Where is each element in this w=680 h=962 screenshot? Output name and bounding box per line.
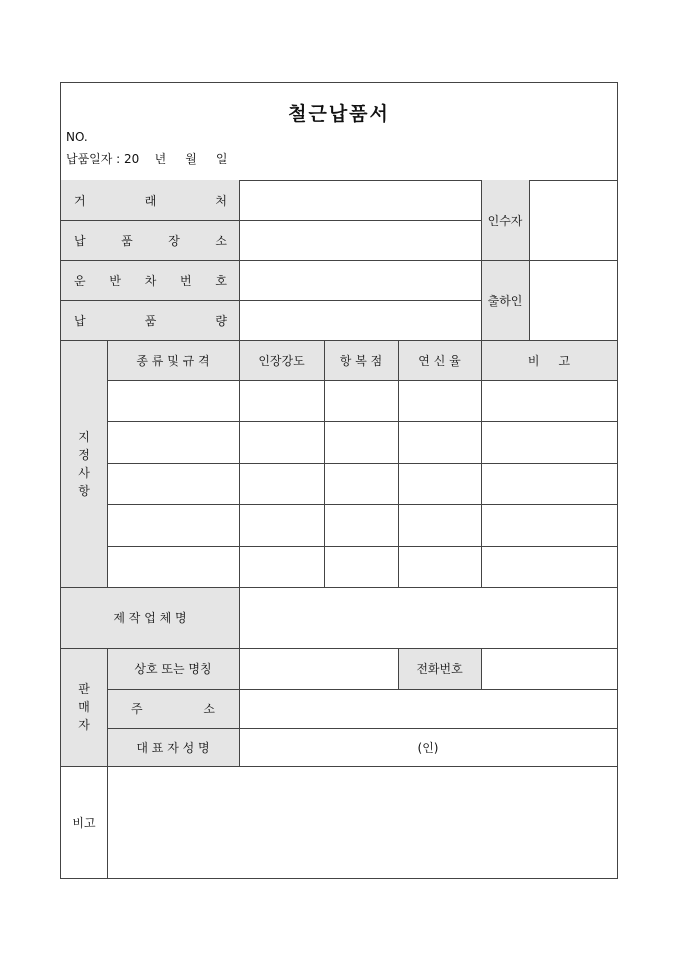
grid-line: [61, 587, 617, 588]
shipper-label: 출하인: [481, 260, 529, 340]
spec-header-elongation: 연 신 율: [398, 340, 481, 380]
delivery-form: [60, 82, 618, 879]
grid-line: [61, 340, 617, 341]
client-label: 거 래 처: [61, 180, 239, 220]
table-row[interactable]: [107, 421, 617, 463]
seller-name-field[interactable]: [239, 648, 398, 689]
delivery-quantity-label: 납 품 량: [61, 300, 239, 340]
grid-line: [107, 546, 617, 547]
number-label: NO.: [66, 130, 88, 144]
delivery-quantity-field[interactable]: [239, 300, 481, 340]
grid-line: [107, 463, 617, 464]
table-row[interactable]: [107, 504, 617, 546]
spec-header-tensile: 인장강도: [239, 340, 324, 380]
delivery-date-line: 납품일자 : 20 년 월 일: [66, 152, 228, 166]
grid-line: [107, 648, 108, 766]
grid-line: [239, 180, 240, 340]
grid-line: [107, 689, 617, 690]
grid-line: [529, 180, 530, 340]
spec-header-yield: 항 복 점: [324, 340, 398, 380]
remarks-field[interactable]: [107, 766, 617, 878]
grid-line: [107, 728, 617, 729]
grid-line: [61, 300, 481, 301]
seller-address-field[interactable]: [239, 689, 617, 728]
client-field[interactable]: [239, 180, 481, 220]
grid-line: [107, 766, 108, 878]
table-row[interactable]: [107, 380, 617, 421]
seller-rep-label: 대 표 자 성 명: [107, 728, 239, 766]
table-row[interactable]: [107, 546, 617, 587]
grid-line: [481, 648, 482, 689]
grid-line: [239, 648, 240, 766]
delivery-location-field[interactable]: [239, 220, 481, 260]
seller-address-label: 주 소: [107, 689, 239, 728]
grid-line: [107, 340, 108, 587]
grid-line: [61, 260, 617, 261]
seller-phone-label: 전화번호: [398, 648, 481, 689]
grid-line: [61, 648, 617, 649]
shipper-signature-field[interactable]: [529, 260, 617, 340]
spec-header-type: 종 류 및 규 격: [107, 340, 239, 380]
grid-line: [239, 340, 240, 587]
receiver-signature-field[interactable]: [529, 180, 617, 260]
grid-line: [398, 340, 399, 587]
grid-line: [481, 180, 482, 340]
grid-line: [107, 380, 617, 381]
grid-line: [481, 340, 482, 587]
grid-line: [324, 340, 325, 587]
maker-label: 제 작 업 체 명: [61, 587, 239, 648]
spec-side-label: 지 정 사 항: [61, 340, 107, 587]
table-row[interactable]: [107, 463, 617, 504]
seller-seal-mark: (인): [417, 740, 439, 755]
grid-line: [398, 648, 399, 689]
seller-name-label: 상호 또는 명칭: [107, 648, 239, 689]
vehicle-number-label: 운 반 차 번 호: [61, 260, 239, 300]
grid-line: [107, 421, 617, 422]
seller-side-label: 판 매 자: [61, 648, 107, 766]
grid-line: [61, 220, 481, 221]
form-title: 철근납품서: [288, 103, 390, 125]
grid-line: [61, 766, 617, 767]
seller-phone-field[interactable]: [481, 648, 617, 689]
form-header: [61, 83, 617, 181]
receiver-label: 인수자: [481, 180, 529, 260]
remarks-label: 비고: [72, 815, 96, 830]
vehicle-number-field[interactable]: [239, 260, 481, 300]
grid-line: [239, 587, 240, 648]
maker-field[interactable]: [239, 587, 617, 648]
delivery-location-label: 납 품 장 소: [61, 220, 239, 260]
grid-line: [107, 504, 617, 505]
spec-header-remarks: 비 고: [481, 340, 617, 380]
